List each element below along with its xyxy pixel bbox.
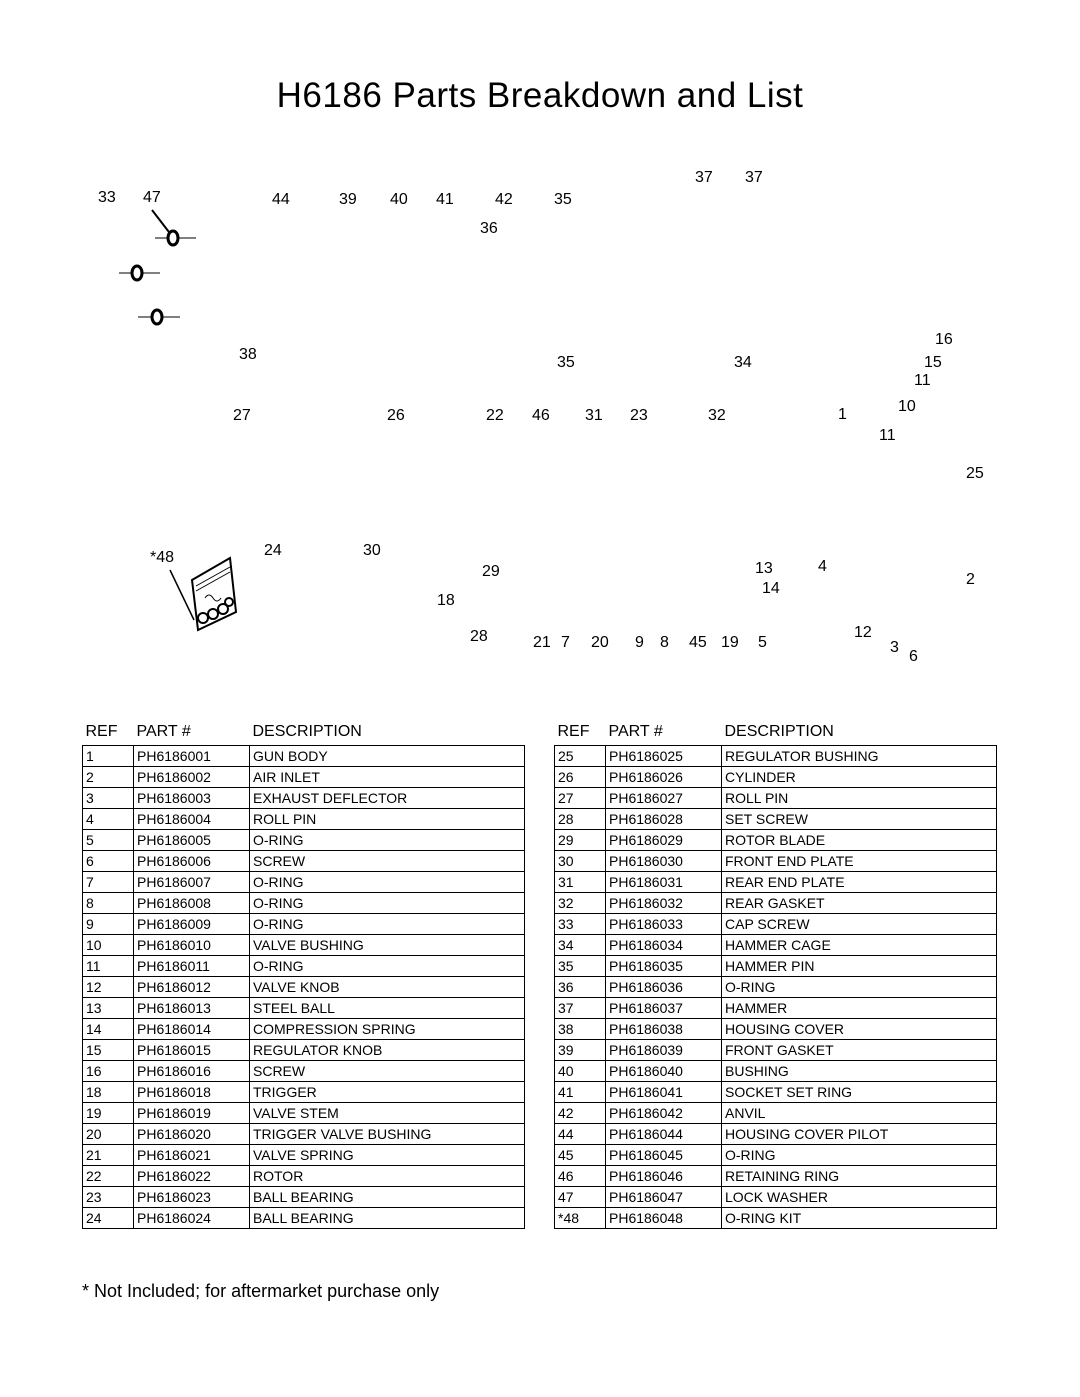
- cell-part-number: PH6186036: [606, 977, 722, 998]
- cell-description: HAMMER PIN: [722, 956, 997, 977]
- cell-description: TRIGGER VALVE BUSHING: [250, 1124, 525, 1145]
- callout-label: 44: [272, 191, 290, 208]
- cell-part-number: PH6186005: [134, 830, 250, 851]
- callout-label: 19: [721, 634, 739, 651]
- cell-part-number: PH6186038: [606, 1019, 722, 1040]
- table-header-row: [555, 722, 997, 746]
- cell-part-number: PH6186048: [606, 1208, 722, 1229]
- cell-part-number: PH6186009: [134, 914, 250, 935]
- cell-ref: *48: [555, 1208, 606, 1229]
- cell-part-number: PH6186044: [606, 1124, 722, 1145]
- table-row: [83, 977, 525, 998]
- column-header-description: DESCRIPTION: [724, 723, 834, 740]
- table-row: [555, 1061, 997, 1082]
- cell-description: SOCKET SET RING: [722, 1082, 997, 1103]
- cell-ref: 15: [83, 1040, 134, 1061]
- cell-description: SCREW: [250, 1061, 525, 1082]
- cell-ref: 39: [555, 1040, 606, 1061]
- cell-part-number: PH6186004: [134, 809, 250, 830]
- cell-description: O-RING KIT: [722, 1208, 997, 1229]
- cell-description: HAMMER CAGE: [722, 935, 997, 956]
- callout-label: 26: [387, 407, 405, 424]
- cell-description: HOUSING COVER: [722, 1019, 997, 1040]
- cell-part-number: PH6186022: [134, 1166, 250, 1187]
- cell-ref: 4: [83, 809, 134, 830]
- cell-part-number: PH6186018: [134, 1082, 250, 1103]
- callout-label: 31: [585, 407, 603, 424]
- table-row: [83, 935, 525, 956]
- cell-ref: 22: [83, 1166, 134, 1187]
- table-row: [83, 1166, 525, 1187]
- table-row: [555, 1166, 997, 1187]
- callout-label: 24: [264, 542, 282, 559]
- cell-ref: 31: [555, 872, 606, 893]
- cell-ref: 6: [83, 851, 134, 872]
- callout-label: 6: [909, 648, 918, 665]
- cell-ref: 37: [555, 998, 606, 1019]
- exploded-diagram: [0, 150, 1080, 680]
- cell-part-number: PH6186033: [606, 914, 722, 935]
- table-row: [555, 1040, 997, 1061]
- cell-part-number: PH6186016: [134, 1061, 250, 1082]
- callout-label: 10: [898, 398, 916, 415]
- table-row: [555, 1019, 997, 1040]
- cell-description: HOUSING COVER PILOT: [722, 1124, 997, 1145]
- cell-part-number: PH6186026: [606, 767, 722, 788]
- cell-description: REGULATOR KNOB: [250, 1040, 525, 1061]
- table-row: [83, 767, 525, 788]
- cell-part-number: PH6186011: [134, 956, 250, 977]
- cell-description: GUN BODY: [250, 746, 525, 767]
- table-row: [555, 809, 997, 830]
- table-row: [83, 788, 525, 809]
- table-row: [83, 1124, 525, 1145]
- callout-label: 12: [854, 624, 872, 641]
- table-row: [555, 1208, 997, 1229]
- callout-label: 4: [818, 558, 827, 575]
- table-row: [83, 809, 525, 830]
- page-title: H6186 Parts Breakdown and List: [276, 76, 804, 115]
- cell-part-number: PH6186031: [606, 872, 722, 893]
- callout-label: 15: [924, 354, 942, 371]
- cell-part-number: PH6186003: [134, 788, 250, 809]
- callout-label: 45: [689, 634, 707, 651]
- cell-description: LOCK WASHER: [722, 1187, 997, 1208]
- callout-label: 36: [480, 220, 498, 237]
- callout-label: 32: [708, 407, 726, 424]
- cell-part-number: PH6186030: [606, 851, 722, 872]
- callout-label: 11: [879, 427, 896, 444]
- table-row: [555, 830, 997, 851]
- cell-description: REAR GASKET: [722, 893, 997, 914]
- cell-description: O-RING: [722, 977, 997, 998]
- cell-ref: 35: [555, 956, 606, 977]
- cell-ref: 33: [555, 914, 606, 935]
- cell-description: REGULATOR BUSHING: [722, 746, 997, 767]
- cell-description: STEEL BALL: [250, 998, 525, 1019]
- cell-part-number: PH6186025: [606, 746, 722, 767]
- cell-ref: 13: [83, 998, 134, 1019]
- cell-ref: 28: [555, 809, 606, 830]
- cell-description: CYLINDER: [722, 767, 997, 788]
- table-row: [555, 1145, 997, 1166]
- cell-ref: 44: [555, 1124, 606, 1145]
- cell-description: O-RING: [250, 893, 525, 914]
- table-row: [83, 830, 525, 851]
- callout-label: 13: [755, 560, 773, 577]
- callout-label: 38: [239, 346, 257, 363]
- cell-part-number: PH6186002: [134, 767, 250, 788]
- cell-part-number: PH6186012: [134, 977, 250, 998]
- cell-ref: 46: [555, 1166, 606, 1187]
- cell-ref: 19: [83, 1103, 134, 1124]
- cell-part-number: PH6186032: [606, 893, 722, 914]
- table-row: [83, 956, 525, 977]
- cell-description: O-RING: [250, 956, 525, 977]
- callout-label: 20: [591, 634, 609, 651]
- cell-ref: 14: [83, 1019, 134, 1040]
- cell-part-number: PH6186034: [606, 935, 722, 956]
- table-row: [83, 1040, 525, 1061]
- cell-description: O-RING: [722, 1145, 997, 1166]
- callout-label: 27: [233, 407, 251, 424]
- table-row: [83, 1145, 525, 1166]
- cell-description: BUSHING: [722, 1061, 997, 1082]
- table-row: [83, 1187, 525, 1208]
- column-header-ref: REF: [85, 723, 118, 740]
- cell-ref: 42: [555, 1103, 606, 1124]
- cell-description: VALVE SPRING: [250, 1145, 525, 1166]
- callout-label: 30: [363, 542, 381, 559]
- cell-description: VALVE BUSHING: [250, 935, 525, 956]
- callout-label: 18: [437, 592, 455, 609]
- cell-part-number: PH6186010: [134, 935, 250, 956]
- cell-ref: 34: [555, 935, 606, 956]
- callout-label: 39: [339, 191, 357, 208]
- cell-description: REAR END PLATE: [722, 872, 997, 893]
- table-row: [555, 767, 997, 788]
- cell-description: VALVE STEM: [250, 1103, 525, 1124]
- table-row: [555, 851, 997, 872]
- callout-label: 40: [390, 191, 408, 208]
- cell-part-number: PH6186046: [606, 1166, 722, 1187]
- cell-description: FRONT GASKET: [722, 1040, 997, 1061]
- table-row: [83, 1082, 525, 1103]
- cell-description: BALL BEARING: [250, 1187, 525, 1208]
- cell-part-number: PH6186019: [134, 1103, 250, 1124]
- cell-part-number: PH6186023: [134, 1187, 250, 1208]
- table-row: [83, 1103, 525, 1124]
- cell-part-number: PH6186015: [134, 1040, 250, 1061]
- cell-ref: 26: [555, 767, 606, 788]
- callout-label: 21: [533, 634, 551, 651]
- footnote: * Not Included; for aftermarket purchase only: [82, 1281, 440, 1301]
- table-row: [83, 1061, 525, 1082]
- cell-ref: 10: [83, 935, 134, 956]
- cell-ref: 20: [83, 1124, 134, 1145]
- cell-ref: 23: [83, 1187, 134, 1208]
- cell-ref: 16: [83, 1061, 134, 1082]
- cell-description: ROLL PIN: [250, 809, 525, 830]
- cell-ref: 30: [555, 851, 606, 872]
- table-row: [555, 872, 997, 893]
- callout-label: 46: [532, 407, 550, 424]
- parts-table-right: [554, 722, 997, 1229]
- cell-ref: 5: [83, 830, 134, 851]
- cell-part-number: PH6186008: [134, 893, 250, 914]
- cell-ref: 36: [555, 977, 606, 998]
- callout-label: 14: [762, 580, 780, 597]
- cell-description: FRONT END PLATE: [722, 851, 997, 872]
- cell-ref: 11: [83, 956, 134, 977]
- cell-ref: 7: [83, 872, 134, 893]
- cell-part-number: PH6186027: [606, 788, 722, 809]
- column-header-description: DESCRIPTION: [252, 723, 362, 740]
- cell-part-number: PH6186014: [134, 1019, 250, 1040]
- cell-ref: 38: [555, 1019, 606, 1040]
- callout-label: 37: [745, 169, 763, 186]
- cell-part-number: PH6186006: [134, 851, 250, 872]
- cell-ref: 8: [83, 893, 134, 914]
- callout-label: 3: [890, 639, 899, 656]
- table-row: [555, 746, 997, 767]
- cell-description: RETAINING RING: [722, 1166, 997, 1187]
- cell-description: EXHAUST DEFLECTOR: [250, 788, 525, 809]
- oring-kit-bag-graphic: [170, 558, 236, 630]
- table-row: [83, 1019, 525, 1040]
- cell-description: SCREW: [250, 851, 525, 872]
- table-row: [83, 746, 525, 767]
- table-row: [555, 956, 997, 977]
- cell-part-number: PH6186021: [134, 1145, 250, 1166]
- table-row: [555, 998, 997, 1019]
- cell-ref: 21: [83, 1145, 134, 1166]
- cell-description: CAP SCREW: [722, 914, 997, 935]
- cell-description: HAMMER: [722, 998, 997, 1019]
- table-row: [555, 893, 997, 914]
- cell-description: ANVIL: [722, 1103, 997, 1124]
- cell-part-number: PH6186001: [134, 746, 250, 767]
- callout-label: 35: [557, 354, 575, 371]
- table-row: [555, 1124, 997, 1145]
- callout-label: 29: [482, 563, 500, 580]
- parts-table-left-body: [83, 746, 525, 1229]
- callout-label: 22: [486, 407, 504, 424]
- table-row: [555, 1187, 997, 1208]
- cell-part-number: PH6186045: [606, 1145, 722, 1166]
- cell-ref: 41: [555, 1082, 606, 1103]
- table-row: [83, 998, 525, 1019]
- cell-part-number: PH6186029: [606, 830, 722, 851]
- cell-ref: 32: [555, 893, 606, 914]
- cell-part-number: PH6186037: [606, 998, 722, 1019]
- cell-part-number: PH6186047: [606, 1187, 722, 1208]
- cell-ref: 47: [555, 1187, 606, 1208]
- callout-label: 11: [914, 372, 931, 389]
- callout-label: 7: [561, 634, 570, 651]
- callout-label: 9: [635, 634, 644, 651]
- cell-ref: 40: [555, 1061, 606, 1082]
- callout-label: 37: [695, 169, 713, 186]
- cell-part-number: PH6186007: [134, 872, 250, 893]
- cell-part-number: PH6186028: [606, 809, 722, 830]
- callout-label: 35: [554, 191, 572, 208]
- table-row: [83, 872, 525, 893]
- cell-description: AIR INLET: [250, 767, 525, 788]
- cell-description: ROTOR BLADE: [722, 830, 997, 851]
- callout-label: 8: [660, 634, 669, 651]
- cell-ref: 18: [83, 1082, 134, 1103]
- table-row: [83, 893, 525, 914]
- callout-label: 28: [470, 628, 488, 645]
- cell-ref: 24: [83, 1208, 134, 1229]
- cell-part-number: PH6186042: [606, 1103, 722, 1124]
- callout-label: 34: [734, 354, 752, 371]
- column-header-part: PART #: [136, 723, 191, 740]
- table-row: [83, 851, 525, 872]
- cell-description: O-RING: [250, 830, 525, 851]
- cell-part-number: PH6186039: [606, 1040, 722, 1061]
- cell-description: VALVE KNOB: [250, 977, 525, 998]
- table-row: [83, 914, 525, 935]
- callout-label: 5: [758, 634, 767, 651]
- cell-part-number: PH6186041: [606, 1082, 722, 1103]
- cell-part-number: PH6186040: [606, 1061, 722, 1082]
- table-row: [555, 977, 997, 998]
- table-row: [555, 914, 997, 935]
- parts-table-right-body: [555, 746, 997, 1229]
- cell-part-number: PH6186020: [134, 1124, 250, 1145]
- cell-ref: 3: [83, 788, 134, 809]
- cell-description: TRIGGER: [250, 1082, 525, 1103]
- table-header-row: [83, 722, 525, 746]
- callout-label: 25: [966, 465, 984, 482]
- cell-ref: 2: [83, 767, 134, 788]
- cap-screw-graphic: [119, 210, 196, 324]
- cell-ref: 25: [555, 746, 606, 767]
- column-header-part: PART #: [608, 723, 663, 740]
- cell-description: O-RING: [250, 914, 525, 935]
- callout-label: 2: [966, 571, 975, 588]
- parts-table-left: [82, 722, 525, 1229]
- callout-label: 41: [436, 191, 454, 208]
- callout-label: 33: [98, 189, 116, 206]
- callout-label: 23: [630, 407, 648, 424]
- callout-label: 47: [143, 189, 161, 206]
- table-row: [555, 1082, 997, 1103]
- table-row: [83, 1208, 525, 1229]
- callout-label: *48: [150, 549, 175, 566]
- cell-ref: 29: [555, 830, 606, 851]
- cell-ref: 45: [555, 1145, 606, 1166]
- cell-description: BALL BEARING: [250, 1208, 525, 1229]
- callout-label: 16: [935, 331, 953, 348]
- cell-part-number: PH6186013: [134, 998, 250, 1019]
- cell-ref: 9: [83, 914, 134, 935]
- column-header-ref: REF: [557, 723, 590, 740]
- table-row: [555, 788, 997, 809]
- cell-description: O-RING: [250, 872, 525, 893]
- callout-label: 1: [838, 406, 847, 423]
- table-row: [555, 935, 997, 956]
- cell-part-number: PH6186035: [606, 956, 722, 977]
- cell-description: ROLL PIN: [722, 788, 997, 809]
- cell-ref: 12: [83, 977, 134, 998]
- cell-part-number: PH6186024: [134, 1208, 250, 1229]
- callout-label: 42: [495, 191, 513, 208]
- cell-description: ROTOR: [250, 1166, 525, 1187]
- cell-description: SET SCREW: [722, 809, 997, 830]
- cell-ref: 27: [555, 788, 606, 809]
- cell-description: COMPRESSION SPRING: [250, 1019, 525, 1040]
- table-row: [555, 1103, 997, 1124]
- cell-ref: 1: [83, 746, 134, 767]
